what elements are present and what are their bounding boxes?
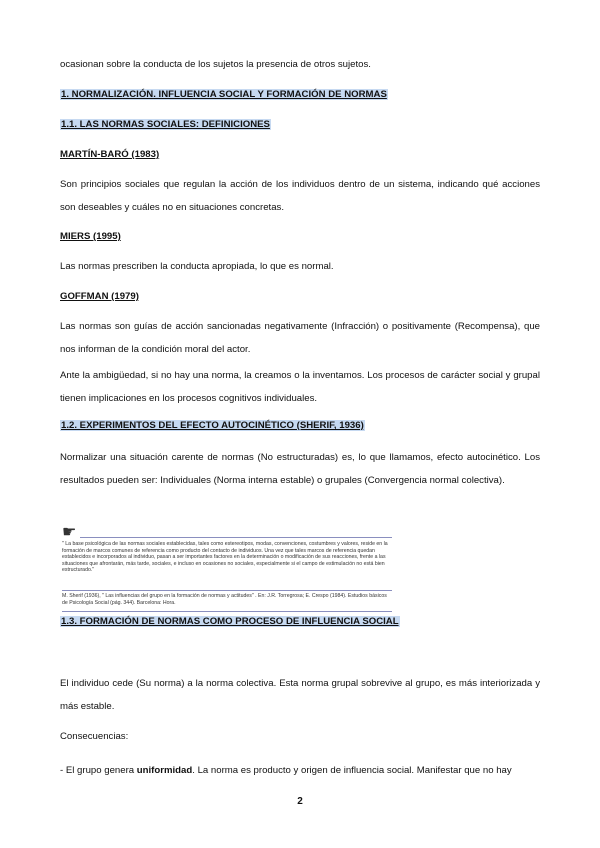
- normalizar-paragraph: Normalizar una situación carente de normas (No estructuradas) es, lo que llamamos, efecto autocinético. Los resultados pueden ser: Individuales (Norma interna estable) o grupales (Convergencia normal colectiva).: [60, 452, 540, 486]
- subsection-heading-1-3: [60, 610, 540, 633]
- consecuencias-label: Consecuencias:: [60, 731, 129, 742]
- quote-text: " La base psicológica de las normas sociales establecidas, tales como estereotipos, modas, convenciones, costumbres y valores, reside en la formación de marcos comunes de referencia como producto del contacto de individuos. Una vez que tales marcos de referencia quedan establecidos e incorporados al individuo, pasan a ser importantes factores en la determinación o modificación de sus reacciones, frente a las situaciones que afrontarán, más tarde, sociales, e incluso en ocasiones no sociales, especialmente si el campo de estimulación no está bien estructurado.": [62, 541, 388, 574]
- subsection-heading-1-2-text: 1.2. EXPERIMENTOS DEL EFECTO AUTOCINÉTICO (SHERIF, 1936): [61, 420, 364, 431]
- author-goffman: GOFFMAN (1979): [60, 291, 139, 302]
- section-heading-1: [60, 83, 540, 106]
- definition-goffman: Las normas son guías de acción sancionadas negativamente (Infracción) o positivamente (Recompensa), que nos informan de la condición moral del actor.: [60, 321, 540, 355]
- bullet-pre-text: - El grupo genera: [60, 765, 137, 776]
- author-martin-baro: MARTÍN-BARÓ (1983): [60, 149, 160, 160]
- subsection-heading-1-3-text: 1.3. FORMACIÓN DE NORMAS COMO PROCESO DE INFLUENCIA SOCIAL: [61, 616, 399, 627]
- author-miers: MIERS (1995): [60, 231, 121, 242]
- section-heading-1-text: 1. NORMALIZACIÓN. INFLUENCIA SOCIAL Y FORMACIÓN DE NORMAS: [61, 89, 387, 100]
- bullet-post-text: . La norma es producto y origen de influencia social. Manifestar que no hay: [192, 765, 512, 776]
- definition-miers: Las normas prescriben la conducta apropiada, lo que es normal.: [60, 261, 334, 272]
- subsection-heading-1-1-text: 1.1. LAS NORMAS SOCIALES: DEFINICIONES: [61, 119, 270, 130]
- definition-martin-baro: Son principios sociales que regulan la acción de los individuos dentro de un sistema, indicando qué acciones son deseables y cuáles no en situaciones concretas.: [60, 179, 540, 213]
- sherif-quote-image: [60, 525, 392, 615]
- quote-mid-rule: [62, 590, 392, 591]
- pointing-hand-icon: ☛: [62, 524, 77, 541]
- subsection-heading-1-2: [60, 414, 540, 437]
- quote-top-rule: [80, 537, 392, 538]
- quote-source: M. Sherif (1936), " Las influencias del grupo en la formación de normas y actitudes" . En: J.R. Torregrosa; E. Crespo (1984). Estudios básicos de Psicología Social (pág. 344). Barcelona: Hora.: [62, 593, 387, 606]
- bullet-bold-text: uniformidad: [136, 765, 193, 776]
- subsection-heading-1-1: [60, 113, 540, 136]
- cede-paragraph: El individuo cede (Su norma) a la norma colectiva. Esta norma grupal sobrevive al grupo, es más interiorizada y más estable.: [60, 678, 540, 712]
- intro-line: ocasionan sobre la conducta de los sujetos la presencia de otros sujetos.: [60, 59, 371, 70]
- page-number: 2: [297, 796, 303, 807]
- ambiguity-paragraph: Ante la ambigüedad, si no hay una norma, la creamos o la inventamos. Los procesos de carácter social y grupal tienen implicaciones en los procesos cognitivos individuales.: [60, 370, 540, 404]
- bullet-uniformidad: [60, 759, 540, 782]
